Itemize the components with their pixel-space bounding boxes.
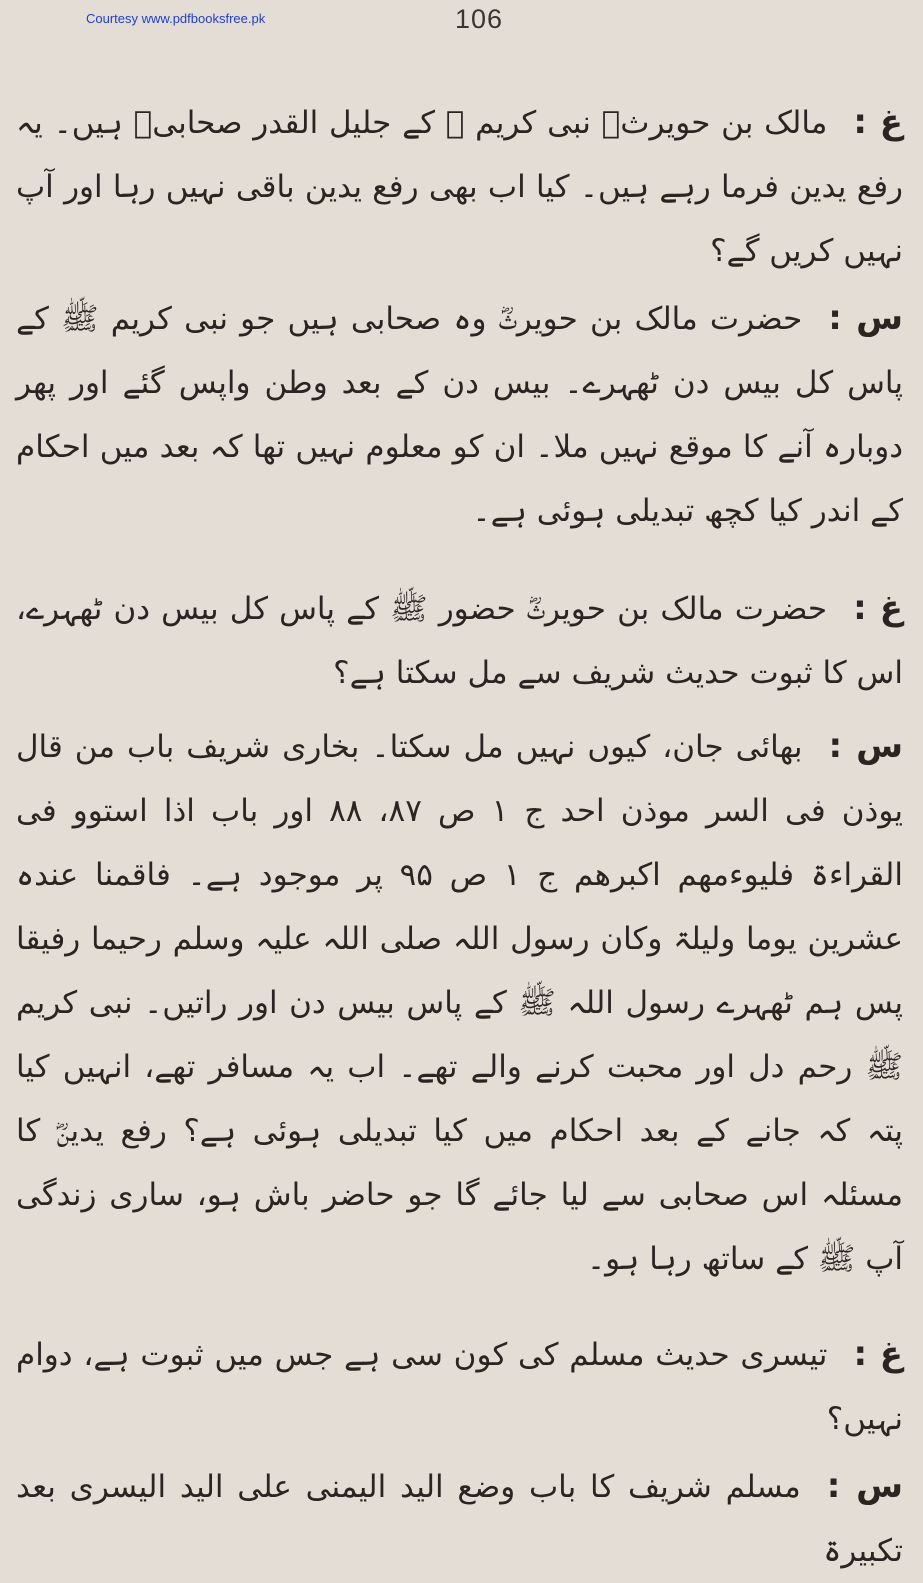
dialogue-block	[16, 1454, 903, 1583]
page-number: 106	[455, 4, 504, 34]
dialogue-block	[16, 90, 903, 286]
dialogue-text: تیسری حدیث مسلم کی کون سی ہے جس میں ثبوت ہے، دوام نہیں؟	[16, 1337, 903, 1437]
dialogue-text: بھائی جان، کیوں نہیں مل سکتا۔ بخاری شریف باب من قال یوذن فی السر موذن احد ج ۱ ص ۸۷، ۸۸ اور باب اذا استوو فی القراءۃ فلیوءمھم اکبرھم ج ۱ ص ۹۵ پر موجود ہے۔ فاقمنا عندہ عشرین یوما ولیلۃ وکان رسول اللہ صلی اللہ علیہ وسلم رحیما رفیقا پس ہم ٹھہرے رسول اللہ ﷺ کے پاس بیس دن اور راتیں۔ نبی کریم ﷺ رحم دل اور محبت کرنے والے تھے۔ اب یہ مسافر تھے، انہیں کیا پتہ کہ جانے کے بعد احکام میں کیا تبدیلی ہوئی ہے؟ رفع یدینؓ کا مسئلہ اس صحابی سے لیا جائے گا جو حاضر باش ہو، ساری زندگی آپ ﷺ کے ساتھ رہا ہو۔	[16, 729, 903, 1277]
page-content	[16, 90, 903, 1583]
speaker-label: غ :	[853, 102, 903, 142]
dialogue-block	[16, 714, 903, 1322]
dialogue-text: حضرت مالک بن حویرثؓ حضور ﷺ کے پاس کل بیس دن ٹھہرے، اس کا ثبوت حدیث شریف سے مل سکتا ہے؟	[16, 591, 903, 691]
dialogue-text: مسلم شریف کا باب وضع الید الیمنی علی الید الیسری بعد تکبیرۃ	[16, 1469, 903, 1569]
courtesy-link[interactable]: Courtesy www.pdfbooksfree.pk	[86, 11, 266, 26]
dialogue-text: حضرت مالک بن حویرثؓ وہ صحابی ہیں جو نبی کریم ﷺ کے پاس کل بیس دن ٹھہرے۔ بیس دن کے بعد وطن واپس گئے اور پھر دوبارہ آنے کا موقع نہیں ملا۔ ان کو معلوم نہیں تھا کہ بعد میں احکام کے اندر کیا کچھ تبدیلی ہوئی ہے۔	[16, 301, 903, 529]
dialogue-block	[16, 286, 903, 576]
speaker-label: س :	[828, 298, 903, 338]
dialogue-text: مالک بن حویرثؓ نبی کریم ﷺ کے جلیل القدر صحابیؓ ہیں۔ یہ رفع یدین فرما رہے ہیں۔ کیا اب بھی رفع یدین باقی نہیں رہا اور آپ نہیں کریں گے؟	[16, 105, 903, 269]
speaker-label: غ :	[853, 1334, 904, 1374]
speaker-label: غ :	[853, 588, 903, 628]
speaker-label: س :	[826, 1466, 904, 1506]
speaker-label: س :	[828, 726, 903, 766]
dialogue-block	[16, 576, 903, 714]
dialogue-block	[16, 1322, 903, 1454]
